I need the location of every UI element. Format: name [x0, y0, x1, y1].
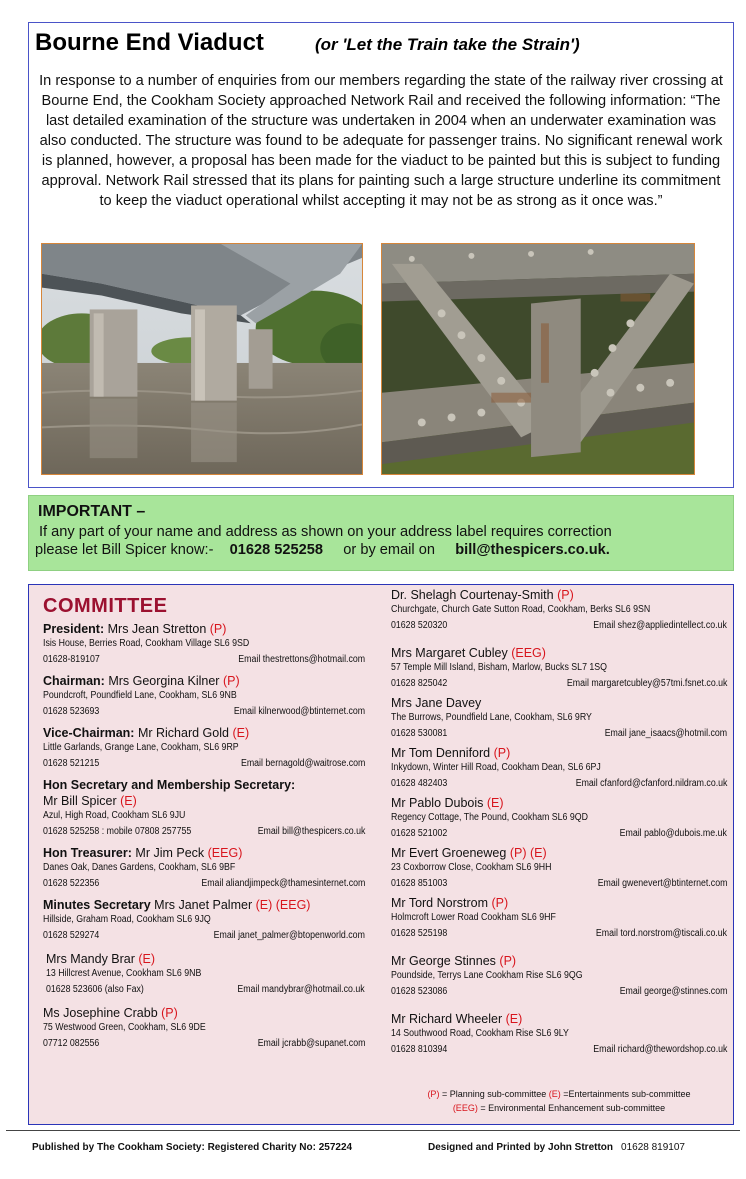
member-contact [43, 927, 365, 945]
committee-right-column [391, 587, 727, 1059]
footer-printer [428, 1142, 685, 1153]
member-email[interactable]: Email aliandjimpeck@thamesinternet.com [201, 878, 365, 889]
important-email-link[interactable]: bill@thespicers.co.uk. [455, 542, 610, 558]
member-tags: (P) [161, 1006, 178, 1020]
member-name: Mrs Georgina Kilner [108, 674, 220, 688]
member-name-line [46, 951, 365, 967]
article-title: Bourne End Viaduct [35, 29, 264, 56]
member-phone: 01628 521215 [43, 758, 100, 769]
member-name-line [391, 587, 727, 603]
member-name-line [43, 845, 365, 861]
member-contact [43, 755, 365, 773]
member-role-line [43, 777, 365, 793]
member-name: Mrs Mandy Brar [46, 952, 135, 966]
member-address: 75 Westwood Green, Cookham, SL6 9DE [43, 1022, 206, 1033]
member-phone: 01628 520320 [391, 620, 448, 631]
member-contact [391, 925, 727, 943]
member-address: The Burrows, Poundfield Lane, Cookham, SL6 9RY [391, 712, 592, 723]
member-phone: 01628 525198 [391, 928, 448, 939]
member-address: Isis House, Berries Road, Cookham Village SL6 9SD [43, 638, 250, 649]
legend-line-2 [391, 1101, 727, 1115]
member-address: Danes Oak, Danes Gardens, Cookham, SL6 9BF [43, 862, 236, 873]
member-email[interactable]: Email thestrettons@hotmail.com [238, 654, 365, 665]
member-address: Hillside, Graham Road, Cookham SL6 9JQ [43, 914, 211, 925]
important-heading: IMPORTANT – [38, 503, 146, 520]
member-name-line [391, 953, 727, 969]
member-name-line [391, 695, 727, 711]
member-contact [43, 823, 365, 841]
important-mid: or by email on [343, 542, 435, 558]
member-email[interactable]: Email shez@appliedintellect.co.uk [593, 620, 727, 631]
member-email[interactable]: Email tord.norstrom@tiscali.co.uk [595, 928, 727, 939]
member-address: Churchgate, Church Gate Sutton Road, Cookham, Berks SL6 9SN [391, 604, 651, 615]
member-contact [43, 703, 365, 721]
important-text: If any part of your name and address as shown on your address label requires correction [39, 524, 612, 540]
member-phone: 01628 851003 [391, 878, 448, 889]
member-name: Mr Pablo Dubois [391, 796, 484, 810]
member-name: Mrs Margaret Cubley [391, 646, 508, 660]
member-email[interactable]: Email pablo@dubois.me.uk [619, 828, 727, 839]
member-phone: 01628 810394 [391, 1044, 448, 1055]
footer-publisher: Published by The Cookham Society: Registered Charity No: 257224 [32, 1142, 353, 1153]
member-entry [43, 1005, 365, 1053]
member-tags: (P) [491, 896, 509, 910]
member-address: Holmcroft Lower Road Cookham SL6 9HF [391, 912, 556, 923]
legend-p-text: = Planning sub-committee [439, 1089, 549, 1099]
member-tags: (E) [120, 794, 137, 808]
member-entry [391, 953, 727, 1001]
member-entry [391, 745, 727, 793]
member-email[interactable]: Email jane_isaacs@hotmil.com [604, 728, 727, 739]
footer-divider [6, 1130, 740, 1131]
important-contact-line [35, 542, 610, 558]
member-tags: (E) [486, 796, 504, 810]
member-address: Little Garlands, Grange Lane, Cookham, SL6 9RP [43, 742, 239, 753]
member-phone: 01628-819107 [43, 654, 100, 665]
member-role: Chairman: [43, 674, 105, 688]
member-phone: 01628 825042 [391, 678, 448, 689]
member-contact [391, 1041, 727, 1059]
member-entry [43, 673, 365, 721]
member-name-line [391, 795, 727, 811]
member-entry [43, 897, 365, 945]
member-name-line [43, 621, 365, 637]
girder-detail-image [382, 244, 694, 474]
member-role: Hon Treasurer: [43, 846, 132, 860]
member-phone: 01628 521002 [391, 828, 448, 839]
member-name: Mr George Stinnes [391, 954, 496, 968]
member-email[interactable]: Email bernagold@waitrose.com [240, 758, 365, 769]
member-entry [391, 795, 727, 843]
member-phone: 01628 522356 [43, 878, 100, 889]
legend-eeg-text: = Environmental Enhancement sub-committee [477, 1103, 666, 1113]
member-phone: 01628 523606 (also Fax) [46, 984, 144, 995]
important-prefix: please let Bill Spicer know:- [35, 542, 214, 558]
member-tags: (E) [232, 726, 250, 740]
member-tags: (P) [209, 622, 227, 636]
member-name: Mrs Janet Palmer [154, 898, 253, 912]
member-address: Poundside, Terrys Lane Cookham Rise SL6 9QG [391, 970, 583, 981]
legend-eeg-tag: (EEG) [452, 1103, 478, 1113]
member-role: Minutes Secretary [43, 898, 151, 912]
member-entry [43, 951, 365, 999]
member-name: Mr Bill Spicer [43, 794, 117, 808]
member-name-line [43, 673, 365, 689]
article-box [28, 22, 734, 488]
member-phone: 01628 525258 : mobile 07808 257755 [43, 826, 192, 837]
member-address: 14 Southwood Road, Cookham Rise SL6 9LY [391, 1028, 569, 1039]
legend-e-tag: (E) [548, 1089, 561, 1099]
member-tags: (E) (EEG) [255, 898, 311, 912]
member-tags: (EEG) [511, 646, 546, 660]
member-address: 57 Temple Mill Island, Bisham, Marlow, Bucks SL7 1SQ [391, 662, 608, 673]
member-contact [43, 651, 365, 669]
member-name-line [43, 793, 365, 809]
member-tags: (P) [493, 746, 511, 760]
member-entry [391, 1011, 727, 1059]
member-address: 13 Hillcrest Avenue, Cookham SL6 9NB [46, 968, 202, 979]
member-name-line [391, 895, 727, 911]
member-email[interactable]: Email margaretcubley@57tmi.fsnet.co.uk [566, 678, 727, 689]
member-tags: (EEG) [207, 846, 243, 860]
legend-line-1 [391, 1087, 727, 1101]
member-entry [391, 845, 727, 893]
member-name: Mr Tord Norstrom [391, 896, 489, 910]
member-email[interactable]: Email george@stinnes.com [619, 986, 727, 997]
member-contact [391, 675, 727, 693]
member-email[interactable]: Email bill@thespicers.co.uk [257, 826, 365, 837]
important-phone: 01628 525258 [229, 542, 324, 558]
member-contact [43, 1035, 365, 1053]
girder-detail-photo [381, 243, 695, 475]
footer-phone: 01628 819107 [621, 1142, 685, 1153]
member-name-line [391, 745, 727, 761]
footer-printer-text: Designed and Printed by John Stretton [428, 1142, 614, 1153]
member-contact [43, 875, 365, 893]
member-phone: 01628 530081 [391, 728, 448, 739]
member-name-line [391, 845, 727, 861]
member-name: Mrs Jean Stretton [107, 622, 207, 636]
member-name-line [391, 1011, 727, 1027]
subcommittee-legend [391, 1087, 727, 1115]
member-address: Poundcroft, Poundfield Lane, Cookham, SL6 9NB [43, 690, 237, 701]
member-phone: 01628 523693 [43, 706, 100, 717]
member-email[interactable]: Email mandybrar@hotmail.co.uk [237, 984, 365, 995]
member-tags: (E) [138, 952, 156, 966]
member-email[interactable]: Email richard@thewordshop.co.uk [592, 1044, 727, 1055]
member-name-line [391, 645, 727, 661]
member-contact [391, 983, 727, 1001]
legend-p-tag: (P) [427, 1089, 440, 1099]
member-email[interactable]: Email kilnerwood@btinternet.com [233, 706, 365, 717]
member-email[interactable]: Email jcrabb@supanet.com [257, 1038, 365, 1049]
member-phone: 07712 082556 [43, 1038, 100, 1049]
member-role: Vice-Chairman: [43, 726, 135, 740]
member-email[interactable]: Email janet_palmer@btopenworld.com [213, 930, 365, 941]
member-role: Hon Secretary and Membership Secretary: [43, 778, 296, 792]
member-tags: (P) [557, 588, 574, 602]
member-contact [391, 875, 727, 893]
member-name: Mr Richard Wheeler [391, 1012, 503, 1026]
member-phone: 01628 529274 [43, 930, 100, 941]
member-address: Azul, High Road, Cookham SL6 9JU [43, 810, 186, 821]
member-entry [43, 621, 365, 669]
member-name: Dr. Shelagh Courtenay-Smith [391, 588, 554, 602]
member-address: 23 Coxborrow Close, Cookham SL6 9HH [391, 862, 552, 873]
member-name-line [43, 1005, 365, 1021]
member-email[interactable]: Email cfanford@cfanford.nildram.co.uk [575, 778, 727, 789]
member-address: Regency Cottage, The Pound, Cookham SL6 9QD [391, 812, 588, 823]
member-tags: (E) [505, 1012, 523, 1026]
committee-left-column [43, 621, 365, 1053]
member-entry [43, 725, 365, 773]
viaduct-river-image [42, 244, 362, 474]
member-contact [46, 981, 365, 999]
member-contact [391, 825, 727, 843]
member-contact [391, 775, 727, 793]
member-entry [391, 895, 727, 943]
member-name: Mrs Jane Davey [391, 696, 482, 710]
legend-e-text: =Entertainments sub-committee [560, 1089, 691, 1099]
member-tags: (P) (E) [509, 846, 547, 860]
member-name: Ms Josephine Crabb [43, 1006, 158, 1020]
member-tags: (P) [222, 674, 240, 688]
member-entry [43, 845, 365, 893]
member-phone: 01628 482403 [391, 778, 448, 789]
member-entry [391, 587, 727, 635]
committee-box [28, 584, 734, 1125]
member-name-line [43, 897, 365, 913]
member-name: Mr Tom Denniford [391, 746, 491, 760]
member-name: Mr Richard Gold [137, 726, 229, 740]
viaduct-river-photo [41, 243, 363, 475]
article-subtitle: (or 'Let the Train take the Strain') [315, 35, 580, 54]
member-role: President: [43, 622, 105, 636]
member-name: Mr Jim Peck [135, 846, 205, 860]
member-phone: 01628 523086 [391, 986, 448, 997]
member-name-line [43, 725, 365, 741]
important-notice [28, 495, 734, 571]
member-email[interactable]: Email gwenevert@btinternet.com [597, 878, 727, 889]
member-address: Inkydown, Winter Hill Road, Cookham Dean, SL6 6PJ [391, 762, 601, 773]
member-entry [43, 777, 365, 841]
member-entry [391, 695, 727, 743]
member-entry [391, 645, 727, 693]
member-contact [391, 725, 727, 743]
member-name: Mr Evert Groeneweg [391, 846, 507, 860]
article-body: In response to a number of enquiries from our members regarding the state of the railway river crossing at Bourne End, the Cookham Society approached Network Rail and received the following information: “The last detailed examination of the structure was undertaken in 2004 when an underwater examination was also conducted. The structure was found to be adequate for passenger trains. No significant renewal work is planned, however, a proposal has been made for the viaduct to be painted but this is subject to funding approval. Network Rail stressed that its plans for painting such a large structure underline its commitment to keep the viaduct operational whilst accepting it may not be as strong as it once was.” [39, 73, 723, 209]
member-contact [391, 617, 727, 635]
member-tags: (P) [499, 954, 517, 968]
committee-title: COMMITTEE [43, 595, 168, 617]
